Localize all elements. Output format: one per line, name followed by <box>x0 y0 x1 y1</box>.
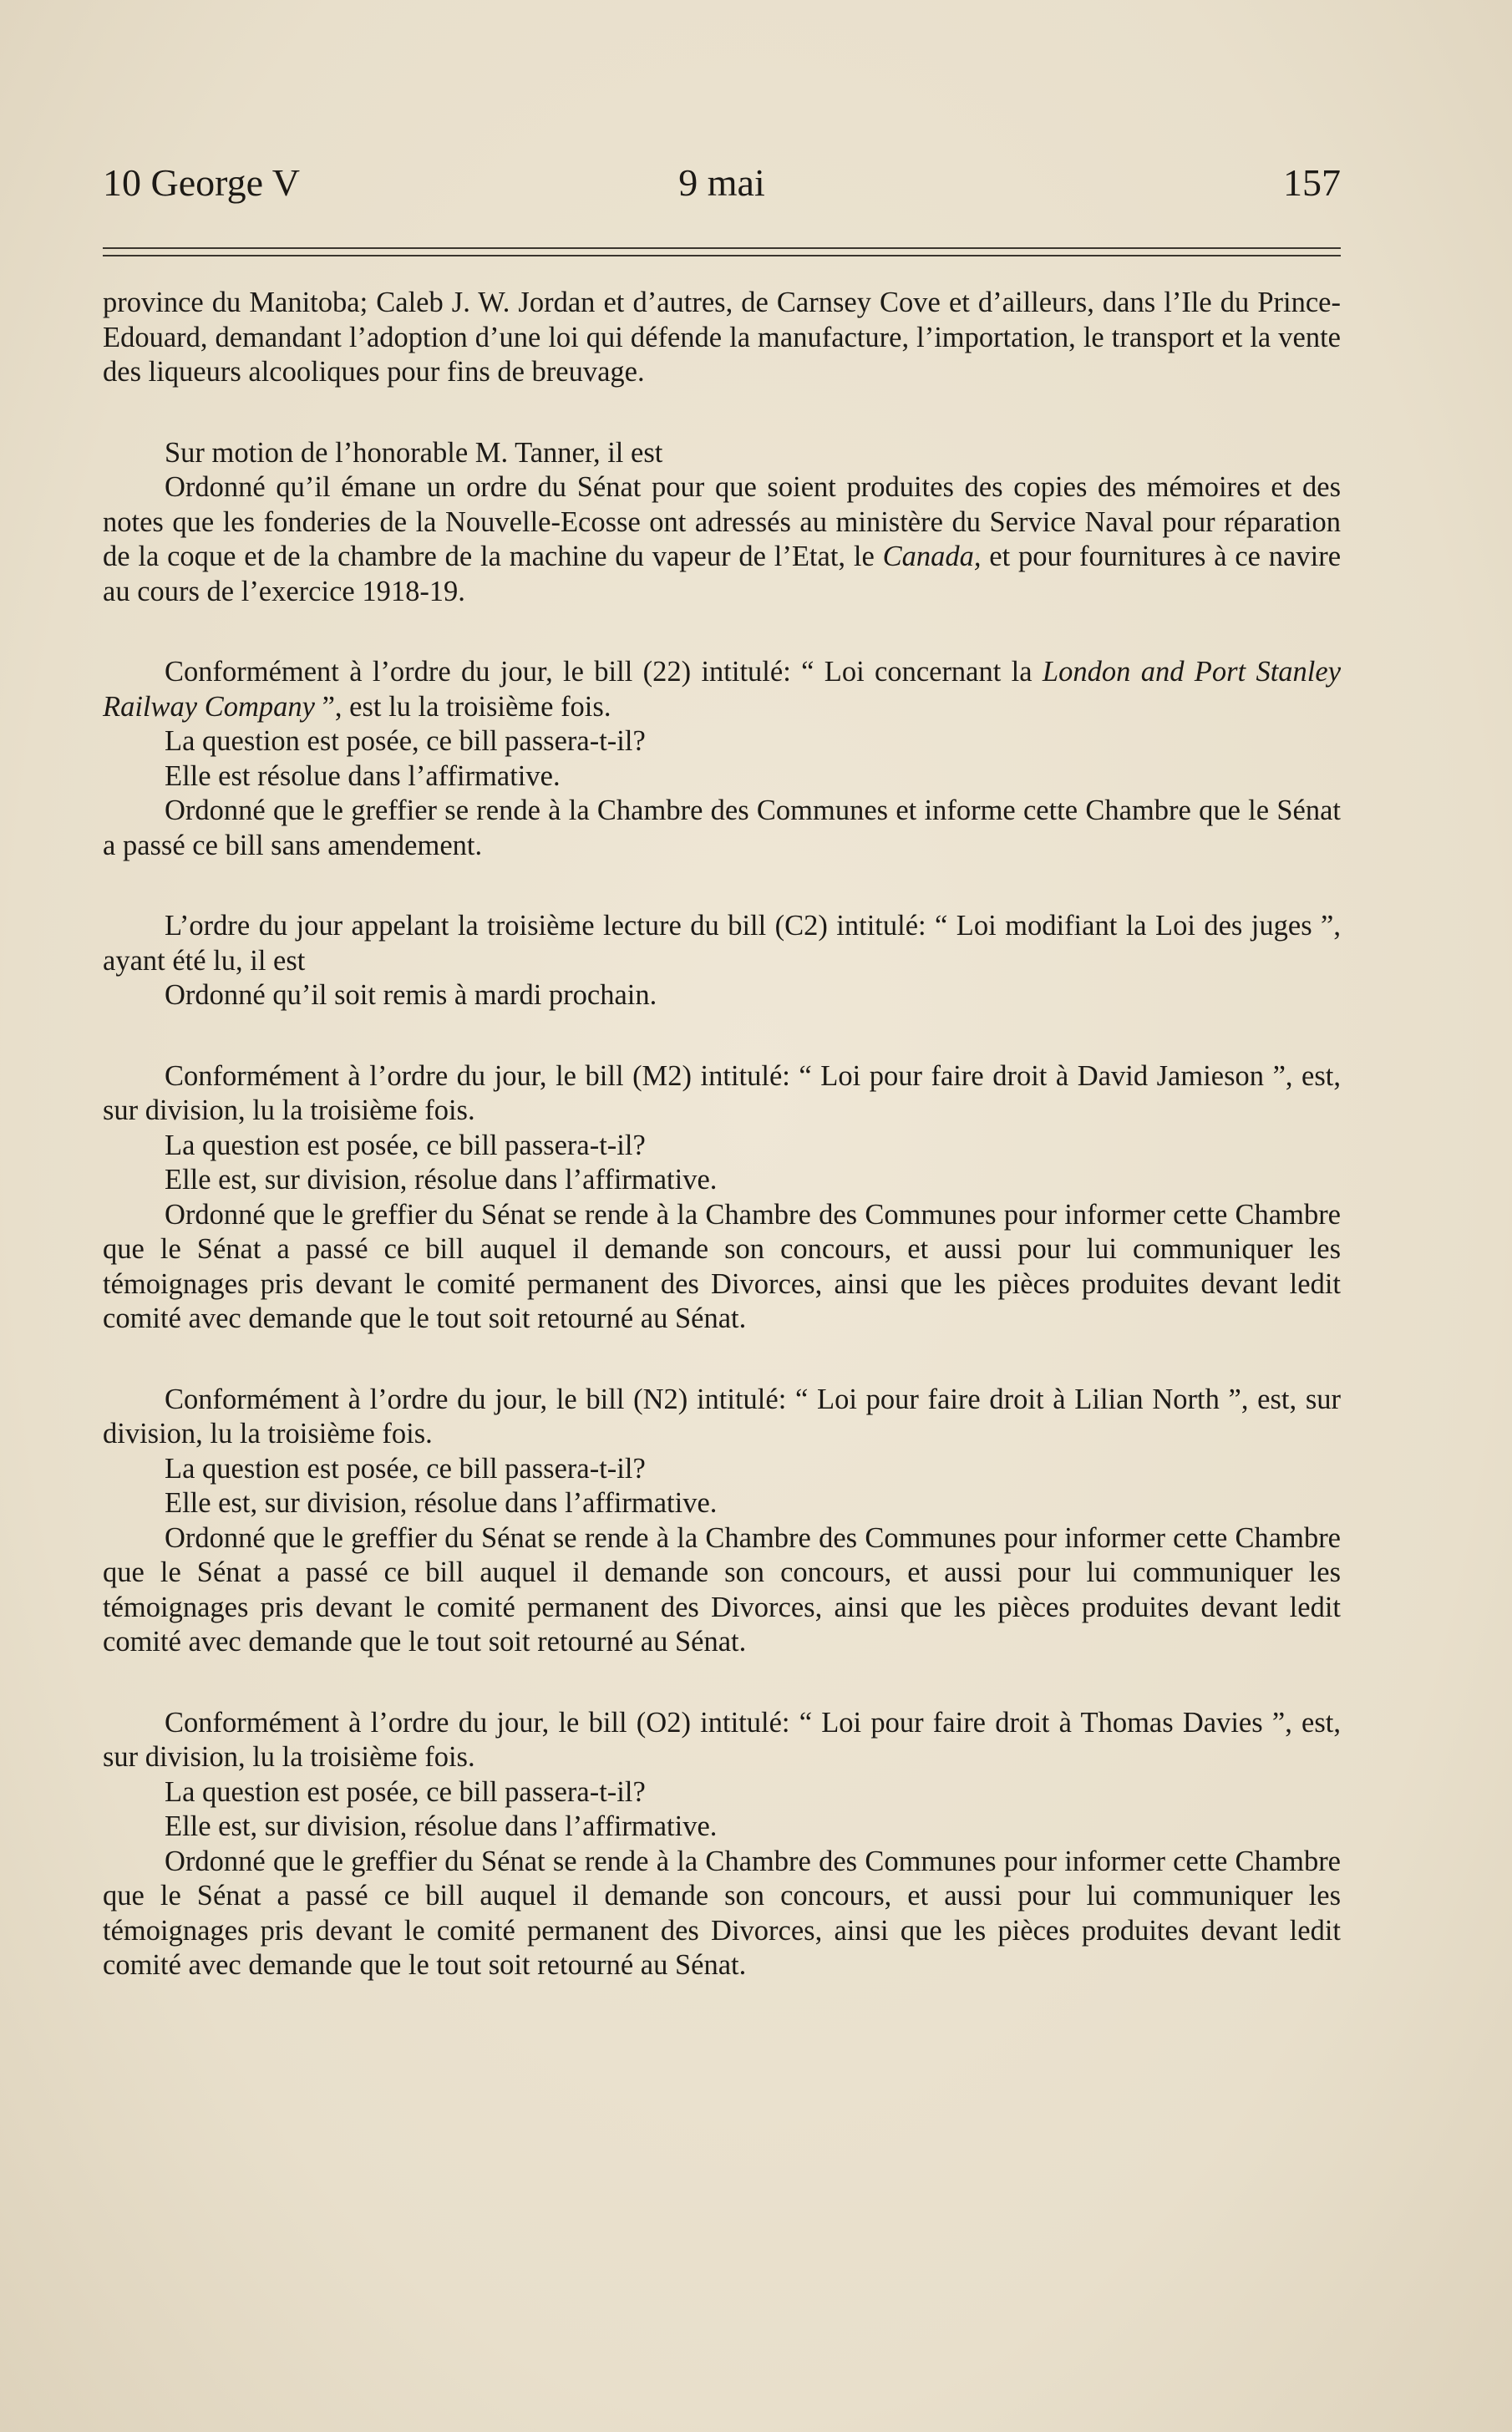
paragraph <box>103 655 1341 724</box>
header-date: 9 mai <box>678 161 765 204</box>
petition-block <box>103 286 1341 390</box>
header-regnal-year: 10 George V <box>103 161 300 204</box>
paragraph: Ordonné que le greffier se rende à la Chambre des Communes et informe cette Chambre que le Sénat a passé ce bill sans amendement. <box>103 795 1341 861</box>
paragraph: Ordonné que le greffier du Sénat se rende à la Chambre des Communes pour informer cette Chambre que le Sénat a passé ce bill auquel il demande son concours, et aussi pour lui communiquer les témoignages pris devant le comité permanent des Divorces, ainsi que les pièces produites devant ledit comité avec demande que le tout soit retourné au Sénat. <box>103 1845 1341 1981</box>
paragraph <box>103 470 1341 609</box>
paragraph: Elle est, sur division, résolue dans l’affirmative. <box>165 1487 718 1519</box>
page-header <box>103 160 1341 214</box>
paragraph: Conformément à l’ordre du jour, le bill (N2) intitulé: “ Loi pour faire droit à Lilian North ”, est, sur division, lu la troisième fois. <box>103 1383 1341 1450</box>
company-name: London and Port Stanley Railway Company <box>103 656 1342 723</box>
bill-m2-block <box>103 1059 1341 1337</box>
paragraph-text: Conformément à l’ordre du jour, le bill (22) intitulé: “ Loi concernant la <box>165 656 1043 688</box>
paragraph: La question est posée, ce bill passera-t-il? <box>165 1129 646 1161</box>
bill-n2-block <box>103 1383 1341 1660</box>
header-rule-bottom <box>103 255 1341 256</box>
paragraph: Elle est, sur division, résolue dans l’affirmative. <box>165 1164 718 1196</box>
bill-o2-block <box>103 1706 1341 1983</box>
paragraph: Ordonné que le greffier du Sénat se rende à la Chambre des Communes pour informer cette Chambre que le Sénat a passé ce bill auquel il demande son concours, et aussi pour lui communiquer les témoignages pris devant le comité permanent des Divorces, ainsi que les pièces produites devant ledit comité avec demande que le tout soit retourné au Sénat. <box>103 1521 1341 1658</box>
paragraph: province du Manitoba; Caleb J. W. Jordan et d’autres, de Carnsey Cove et d’ailleurs, dans l’Ile du Prince-Edouard, demandant l’adoption d’une loi qui défende la manufacture, l’importation, le transport et la vente des liqueurs alcooliques pour fins de breuvage. <box>103 287 1341 388</box>
paragraph: Sur motion de l’honorable M. Tanner, il est <box>165 436 663 469</box>
paragraph: Conformément à l’ordre du jour, le bill (M2) intitulé: “ Loi pour faire droit à David Jamieson ”, est, sur division, lu la troisième fois. <box>103 1059 1341 1126</box>
document-body <box>103 286 1341 2029</box>
ship-name: Canada, <box>882 541 982 572</box>
paragraph: Conformément à l’ordre du jour, le bill (O2) intitulé: “ Loi pour faire droit à Thomas Davies ”, est, sur division, lu la troisième fois. <box>103 1706 1341 1773</box>
paragraph: L’ordre du jour appelant la troisième lecture du bill (C2) intitulé: “ Loi modifiant la Loi des juges ”, ayant été lu, il est <box>103 910 1341 977</box>
motion-block <box>103 436 1341 610</box>
bill-22-block <box>103 655 1341 863</box>
paragraph: La question est posée, ce bill passera-t-il? <box>165 725 646 757</box>
bill-c2-block <box>103 909 1341 1013</box>
paragraph-text: ”, est lu la troisième fois. <box>314 690 611 723</box>
paragraph: La question est posée, ce bill passera-t-il? <box>165 1452 646 1485</box>
header-rule-top <box>103 247 1341 249</box>
paragraph: Ordonné que le greffier du Sénat se rende à la Chambre des Communes pour informer cette Chambre que le Sénat a passé ce bill auquel il demande son concours, et aussi pour lui communiquer les témoignages pris devant le comité permanent des Divorces, ainsi que les pièces produites devant ledit comité avec demande que le tout soit retourné au Sénat. <box>103 1198 1341 1334</box>
paragraph: Elle est, sur division, résolue dans l’affirmative. <box>165 1810 718 1842</box>
header-page-number: 157 <box>1283 161 1341 204</box>
paragraph: La question est posée, ce bill passera-t-il? <box>165 1775 646 1808</box>
paragraph-text: et pour fournitures à ce navire au cours de l’exercice 1918-19. <box>103 541 1342 607</box>
paragraph: Ordonné qu’il soit remis à mardi prochain. <box>165 979 657 1011</box>
paragraph: Elle est résolue dans l’affirmative. <box>165 759 561 792</box>
paragraph-text: Ordonné qu’il émane un ordre du Sénat pour que soient produites des copies des mémoires et des notes que les fonderies de la Nouvelle-Ecosse ont adressés au ministère du Service Naval pour réparation de la coque et de la chambre de la machine du vapeur de l’Etat, le <box>103 471 1341 572</box>
